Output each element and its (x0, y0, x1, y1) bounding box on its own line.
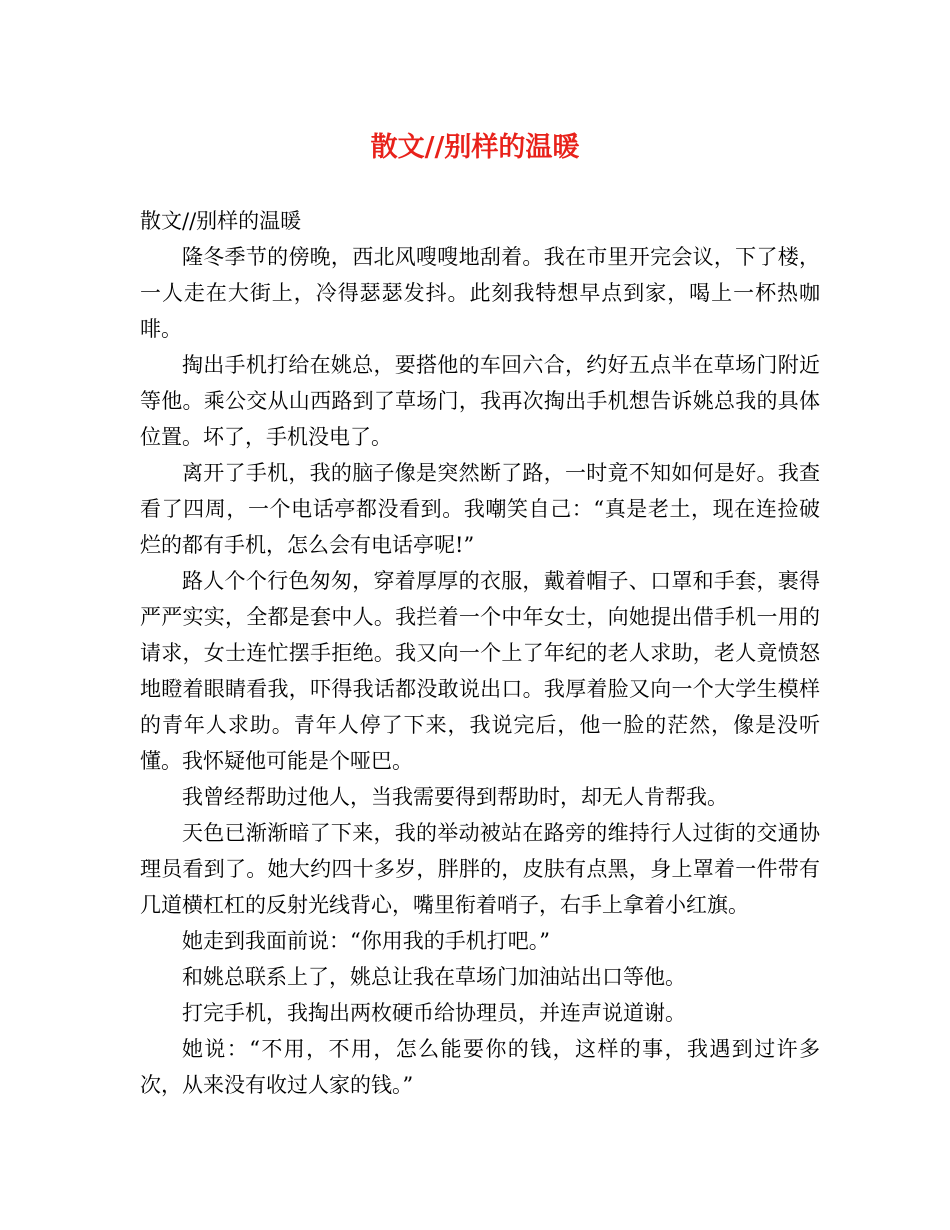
paragraph: 掏出手机打给在姚总，要搭他的车回六合，约好五点半在草场门附近等他。乘公交从山西路到了草场门，我再次掏出手机想告诉姚总我的具体位置。坏了，手机没电了。 (140, 353, 820, 449)
paragraph: 打完手机，我掏出两枚硬币给协理员，并连声说道谢。 (182, 1001, 686, 1025)
paragraph: 路人个个行色匆匆，穿着厚厚的衣服，戴着帽子、口罩和手套，裹得严严实实，全都是套中人。我拦着一个中年女士，向她提出借手机一用的请求，女士连忙摆手拒绝。我又向一个上了年纪的老人求助，老人竟愤怒地瞪着眼睛看我，吓得我话都没敢说出口。我厚着脸又向一个大学生模样的青年人求助。青年人停了下来，我说完后，他一脸的茫然，像是没听懂。我怀疑他可能是个哑巴。 (140, 569, 820, 773)
paragraph: 我曾经帮助过他人，当我需要得到帮助时，却无人肯帮我。 (182, 785, 728, 809)
paragraph: 她说：“不用，不用，怎么能要你的钱，这样的事，我遇到过许多次，从来没有收过人家的钱。” (140, 1037, 820, 1097)
paragraph: 她走到我面前说：“你用我的手机打吧。” (182, 929, 550, 953)
paragraph: 隆冬季节的傍晚，西北风嗖嗖地刮着。我在市里开完会议，下了楼，一人走在大街上，冷得瑟瑟发抖。此刻我特想早点到家，喝上一杯热咖啡。 (140, 245, 820, 341)
document-title: 散文//别样的温暖 (370, 132, 580, 163)
document-subtitle: 散文//别样的温暖 (140, 209, 302, 233)
document-body (140, 203, 820, 1103)
paragraph: 天色已渐渐暗了下来，我的举动被站在路旁的维持行人过街的交通协理员看到了。她大约四十多岁，胖胖的，皮肤有点黑，身上罩着一件带有几道横杠杠的反射光线背心，嘴里衔着哨子，右手上拿着小红旗。 (140, 821, 820, 917)
paragraph: 离开了手机，我的脑子像是突然断了路，一时竟不知如何是好。我查看了四周，一个电话亭都没看到。我嘲笑自己：“真是老土，现在连捡破烂的都有手机，怎么会有电话亭呢!” (140, 461, 820, 557)
paragraph: 和姚总联系上了，姚总让我在草场门加油站出口等他。 (182, 965, 686, 989)
